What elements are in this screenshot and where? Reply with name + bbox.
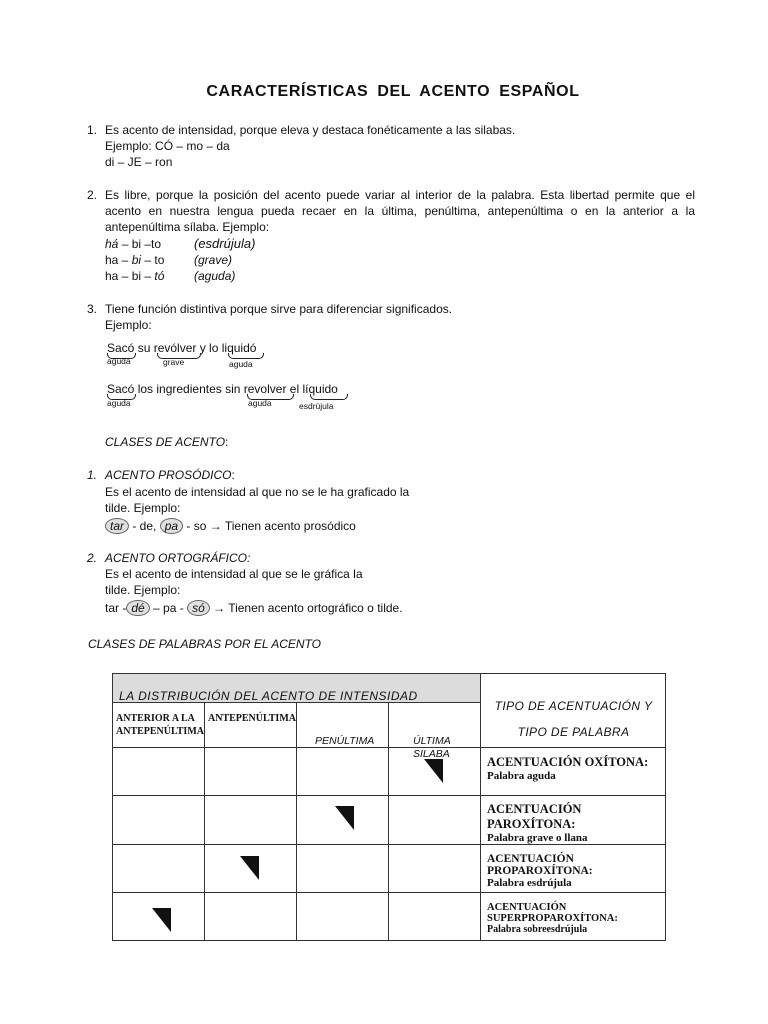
sentence-2-word-3: líquido — [302, 382, 338, 396]
item-2-text: Es libre, porque la posición del acento puede variar al interior de la palabra. Esta libertad permite que el acento en nuestra lengua pueda recaer en la última, penúltima, antepenúltima o en la anterior a la antepenúltima sílaba. Ejemplo: — [105, 188, 695, 234]
type-cell: ACENTUACIÓN SUPERPROPAROXÍTONA: Palabra sobreesdrújula — [481, 893, 666, 941]
accent-mark-icon — [335, 806, 354, 830]
palabras-heading: CLASES DE PALABRAS POR EL ACENTO — [88, 637, 321, 651]
arrow-icon: → — [209, 519, 222, 533]
stressed-syllable: bi — [131, 253, 142, 267]
item-2-number: 2. — [87, 188, 98, 202]
item-2-type: (aguda) — [194, 269, 236, 283]
accent-mark-icon — [424, 759, 443, 783]
item-1-example-2: di – JE – ron — [105, 155, 173, 169]
sentence-2-word-2: revolver — [243, 382, 287, 396]
item-3-ejemplo: Ejemplo: — [105, 318, 152, 332]
circled-syllable: pa — [160, 518, 183, 534]
sentence-1-word-1: Sacó — [107, 341, 135, 355]
sentence-2-word-1: Sacó — [107, 382, 135, 396]
accent-mark-icon — [152, 908, 171, 932]
arrow-icon: → — [213, 601, 226, 615]
column-header-anterior: ANTERIOR A LA ANTEPENÚLTIMA — [113, 703, 205, 748]
accent-mark-icon — [240, 856, 259, 880]
prosodico-line-1: Es el acento de intensidad al que no se le ha graficado la — [105, 485, 410, 499]
accent-table — [112, 673, 666, 941]
item-1-number: 1. — [87, 123, 98, 137]
item-3-number: 3. — [87, 302, 98, 316]
circled-syllable: dé — [126, 600, 149, 616]
ortografico-example: tar - dé – pa - só → Tienen acento ortográfico o tilde. — [105, 601, 403, 615]
sentence-1: Sacó su revólver y lo liquidó — [107, 341, 257, 355]
brace-mark — [310, 394, 348, 400]
accent-mark-cell — [113, 893, 205, 941]
item-1-example-1: Ejemplo: CÓ – mo – da — [105, 139, 230, 153]
label-aguda: aguda — [107, 356, 131, 366]
accent-mark-cell — [297, 796, 389, 845]
accent-mark-cell — [205, 845, 297, 893]
accent-mark-cell — [389, 748, 481, 796]
item-2-type: (grave) — [194, 253, 233, 267]
type-cell: ACENTUACIÓN OXÍTONA: Palabra aguda — [481, 748, 666, 796]
ortografico-number: 2. — [87, 551, 98, 565]
page-title: CARACTERÍSTICAS DEL ACENTO ESPAÑOL — [206, 83, 580, 100]
label-grave: grave — [163, 357, 185, 367]
sentence-1-word-2: revólver — [153, 341, 197, 355]
item-1-text: Es acento de intensidad, porque eleva y destaca fonéticamente a las silabas. — [105, 123, 516, 137]
type-cell: ACENTUACIÓN PAROXÍTONA: Palabra grave o llana — [481, 796, 666, 845]
tipo-header: TIPO DE ACENTUACIÓN Y TIPO DE PALABRA — [481, 674, 666, 748]
item-2-example-row: há – bi –to — [105, 237, 162, 251]
column-header-penultima: PENÚLTIMA — [297, 703, 389, 748]
ortografico-line-1: Es el acento de intensidad al que se le gráfica la — [105, 567, 363, 581]
label-aguda: aguda — [248, 398, 272, 408]
item-3-text: Tiene función distintiva porque sirve para diferenciar significados. — [105, 302, 453, 316]
item-2-example-row: ha – bi – tó — [105, 269, 165, 283]
label-aguda: aguda — [229, 359, 253, 369]
column-header-antepenultima: ANTEPENÚLTIMA — [205, 703, 297, 748]
prosodico-title: ACENTO PROSÓDICO: — [105, 468, 235, 482]
label-esdrujula: esdrújula — [299, 401, 334, 411]
type-cell: ACENTUACIÓN PROPAROXÍTONA: Palabra esdrújula — [481, 845, 666, 893]
ortografico-line-2: tilde. Ejemplo: — [105, 583, 181, 597]
column-header-ultima: ÚLTIMA SILABA — [389, 703, 481, 748]
stressed-syllable: há — [105, 237, 119, 251]
clases-heading: CLASES DE ACENTO: — [105, 435, 229, 449]
stressed-syllable: tó — [154, 269, 165, 283]
sentence-1-word-3: liquidó — [221, 341, 257, 355]
distribution-header: LA DISTRIBUCIÓN DEL ACENTO DE INTENSIDAD — [113, 674, 481, 703]
prosodico-number: 1. — [87, 468, 98, 482]
prosodico-line-2: tilde. Ejemplo: — [105, 501, 181, 515]
item-2-example-row: ha – bi – to — [105, 253, 165, 267]
label-aguda: aguda — [107, 398, 131, 408]
item-2-type: (esdrújula) — [194, 236, 256, 251]
prosodico-example: tar - de, pa - so → Tienen acento prosódico — [105, 518, 356, 534]
circled-syllable: tar — [105, 518, 129, 534]
sentence-2: Sacó los ingredientes sin revolver el líquido — [107, 382, 338, 396]
ortografico-title: ACENTO ORTOGRÁFICO: — [105, 551, 251, 565]
circled-syllable: só — [187, 600, 210, 616]
